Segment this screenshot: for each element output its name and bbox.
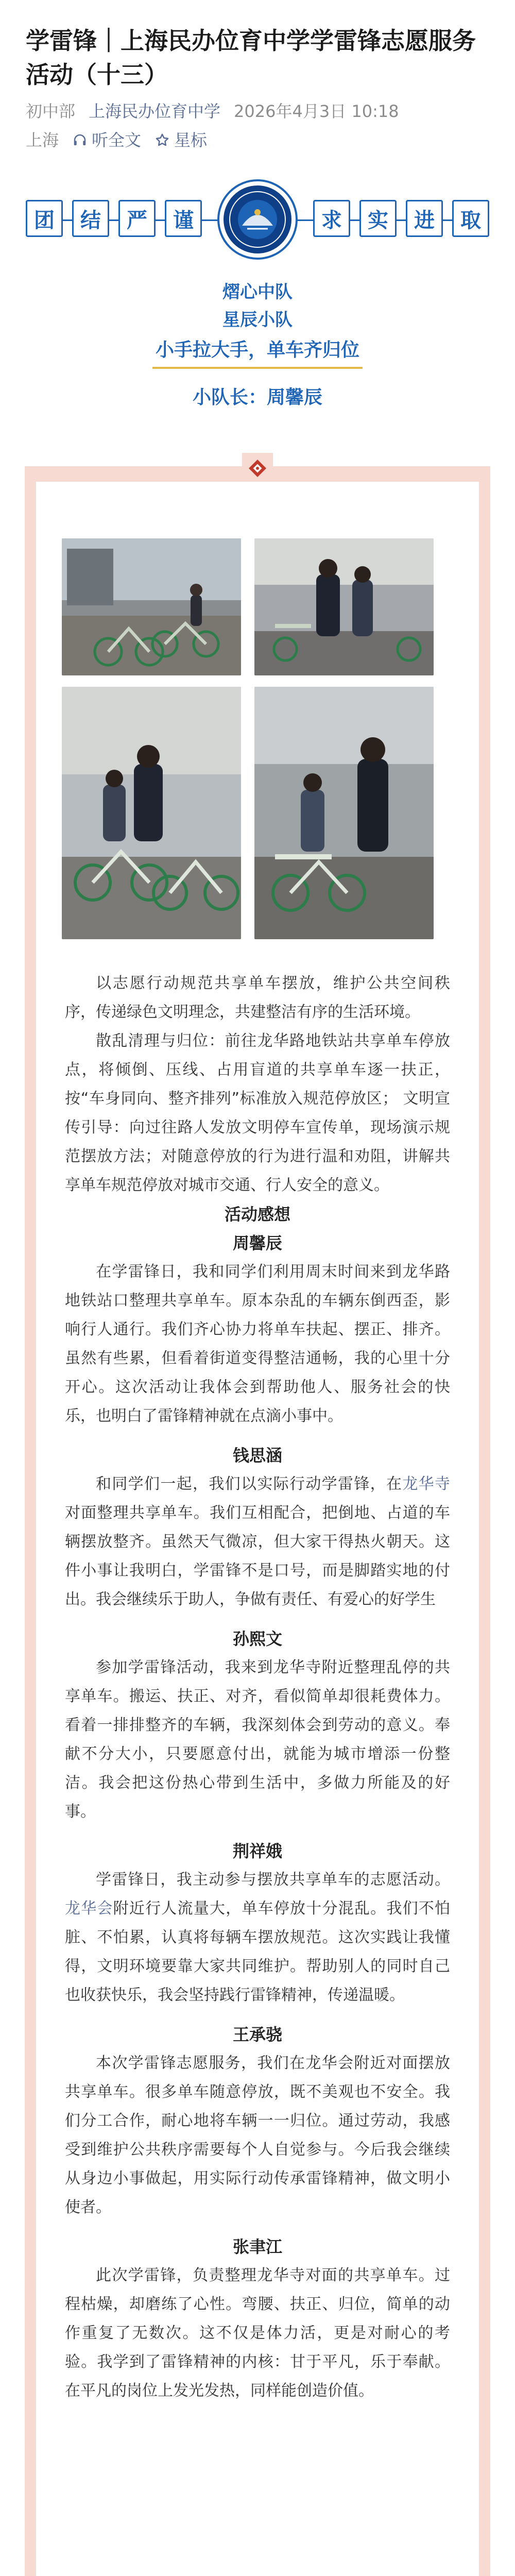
reflection-text-part: 对面整理共享单车。我们互相配合，把倒地、占道的车辆摆放整齐。虽然天气微凉，但大家干得热火朝天。这件小事让我明白，学雷锋不是口号，而是脚踏实地的付出。我会继续乐于助人，争做有责任、有爱心的好学生 (65, 1504, 450, 1608)
article-body (65, 969, 450, 2405)
reflection-author: 张聿江 (232, 2237, 282, 2257)
motto-left (26, 200, 202, 237)
publish-date: 2026年4月3日 10:18 (234, 101, 399, 121)
activity-slogan: 小手拉大手，单车齐归位 (152, 336, 363, 369)
activity-photo[interactable] (62, 687, 241, 939)
star-button[interactable] (154, 128, 207, 152)
reflection-author: 荆祥娥 (232, 1841, 282, 1861)
reflection-text: 此次学雷锋，负责整理龙华寺对面的共享单车。过程枯燥，却磨练了心性。弯腰、扶正、归位，简单的动作重复了无数次。这不仅是体力活，更是对耐心的考验。我学到了雷锋精神的内核：甘于平凡，乐于奉献。在平凡的岗位上发光发热，同样能创造价值。 (65, 2266, 450, 2400)
reflection-text: 参加学雷锋活动，我来到龙华寺附近整理乱停的共享单车。搬运、扶正、对齐，看似简单却很耗费体力。看着一排排整齐的车辆，我深刻体会到劳动的意义。奉献不分大小，只要愿意付出，就能为城市增添一份整洁。我会把这份热心带到生活中，多做力所能及的好事。 (65, 1658, 450, 1821)
reflection-text-part: 和同学们一起，我们以实际行动学雷锋，在 (96, 1475, 403, 1493)
source-prefix: 初中部 (26, 101, 76, 121)
motto-right (313, 200, 489, 237)
article-header (0, 0, 515, 152)
reflection-author: 王承骁 (232, 2025, 282, 2044)
motto-char: 严 (118, 200, 156, 237)
motto-char: 进 (406, 200, 443, 237)
intro-paragraph: 以志愿行动规范共享单车摆放，维护公共空间秩序，传递绿色文明理念，共建整洁有序的生活环境。 (65, 974, 450, 1021)
listen-button[interactable] (72, 128, 141, 152)
reflection-text-part: 学雷锋日，我主动参与摆放共享单车的志愿活动。 (96, 1871, 450, 1889)
reflection-text (65, 1866, 450, 2010)
star-label: 星标 (174, 130, 208, 150)
search-link[interactable]: 龙华会 (65, 1900, 113, 1918)
reflection-author: 周馨辰 (232, 1233, 282, 1253)
reflection-author: 孙熙文 (232, 1629, 282, 1649)
content-frame (25, 466, 490, 2576)
content-card (36, 482, 479, 2576)
squad-leader: 小队长：周馨辰 (192, 387, 322, 408)
motto-char: 实 (359, 200, 397, 237)
meta-row-2 (26, 128, 489, 152)
reflection-text-part: 附近行人流量大，单车停放十分混乱。我们不怕脏、不怕累，认真将每辆车摆放规范。这次实践让我懂得，文明环境要靠大家共同维护。帮助别人的同时自己也收获快乐，我会坚持践行雷锋精神，传递温暖。 (65, 1900, 451, 2004)
method-paragraph: 散乱清理与归位：前往龙华路地铁站共享单车停放点，将倾倒、压线、占用盲道的共享单车逐一扶正，按“车身同向、整齐排列”标准放入规范停放区； 文明宣传引导：向过往路人发放文明停车宣传单，现场演示规范摆放方法；对随意停放的行为进行温和劝阻，讲解共享单车规范停放对城市交通、行人安全的意义。 (65, 1032, 450, 1194)
diamond-ornament-icon (242, 453, 273, 484)
account-name-link[interactable]: 上海民办位育中学 (89, 101, 221, 121)
activity-headings (0, 278, 515, 412)
article-title: 学雷锋｜上海民办位育中学学雷锋志愿服务活动（十三） (26, 27, 476, 89)
reflection-text: 本次学雷锋志愿服务，我们在龙华会附近对面摆放共享单车。很多单车随意停放，既不美观也不安全。我们分工合作，耐心地将车辆一一归位。通过劳动，我感受到维护公共秩序需要每个人自觉参与。今后我会继续从身边小事做起，用实际行动传承雷锋精神，做文明小使者。 (65, 2054, 450, 2216)
meta-row (26, 99, 489, 124)
photo-grid (62, 482, 453, 939)
search-link[interactable]: 龙华寺 (402, 1475, 451, 1493)
reflection-text (65, 1470, 450, 1614)
reflection-text: 在学雷锋日，我和同学们利用周末时间来到龙华路地铁站口整理共享单车。原本杂乱的车辆东倒西歪，影响行人通行。我们齐心协力将单车扶起、摆正、排齐。虽然有些累，但看着街道变得整洁通畅，我的心里十分开心。这次活动让我体会到帮助他人、服务社会的快乐，也明白了雷锋精神就在点滴小事中。 (65, 1263, 450, 1425)
motto-char: 结 (72, 200, 109, 237)
star-icon (154, 132, 170, 148)
team-name: 熠心中队 (222, 282, 293, 302)
headphones-icon (72, 132, 88, 148)
activity-photo[interactable] (62, 538, 241, 675)
motto-banner (26, 176, 489, 263)
motto-char: 求 (313, 200, 350, 237)
listen-label: 听全文 (92, 130, 142, 150)
reflection-author: 钱思涵 (232, 1446, 282, 1465)
location: 上海 (26, 130, 59, 150)
activity-photo[interactable] (254, 538, 434, 675)
reflections-title: 活动感想 (224, 1205, 290, 1224)
squad-name: 星辰小队 (222, 310, 293, 330)
school-emblem-icon (217, 179, 298, 260)
motto-char: 取 (452, 200, 489, 237)
motto-char: 谨 (165, 200, 202, 237)
activity-photo[interactable] (254, 687, 434, 939)
motto-char: 团 (26, 200, 63, 237)
